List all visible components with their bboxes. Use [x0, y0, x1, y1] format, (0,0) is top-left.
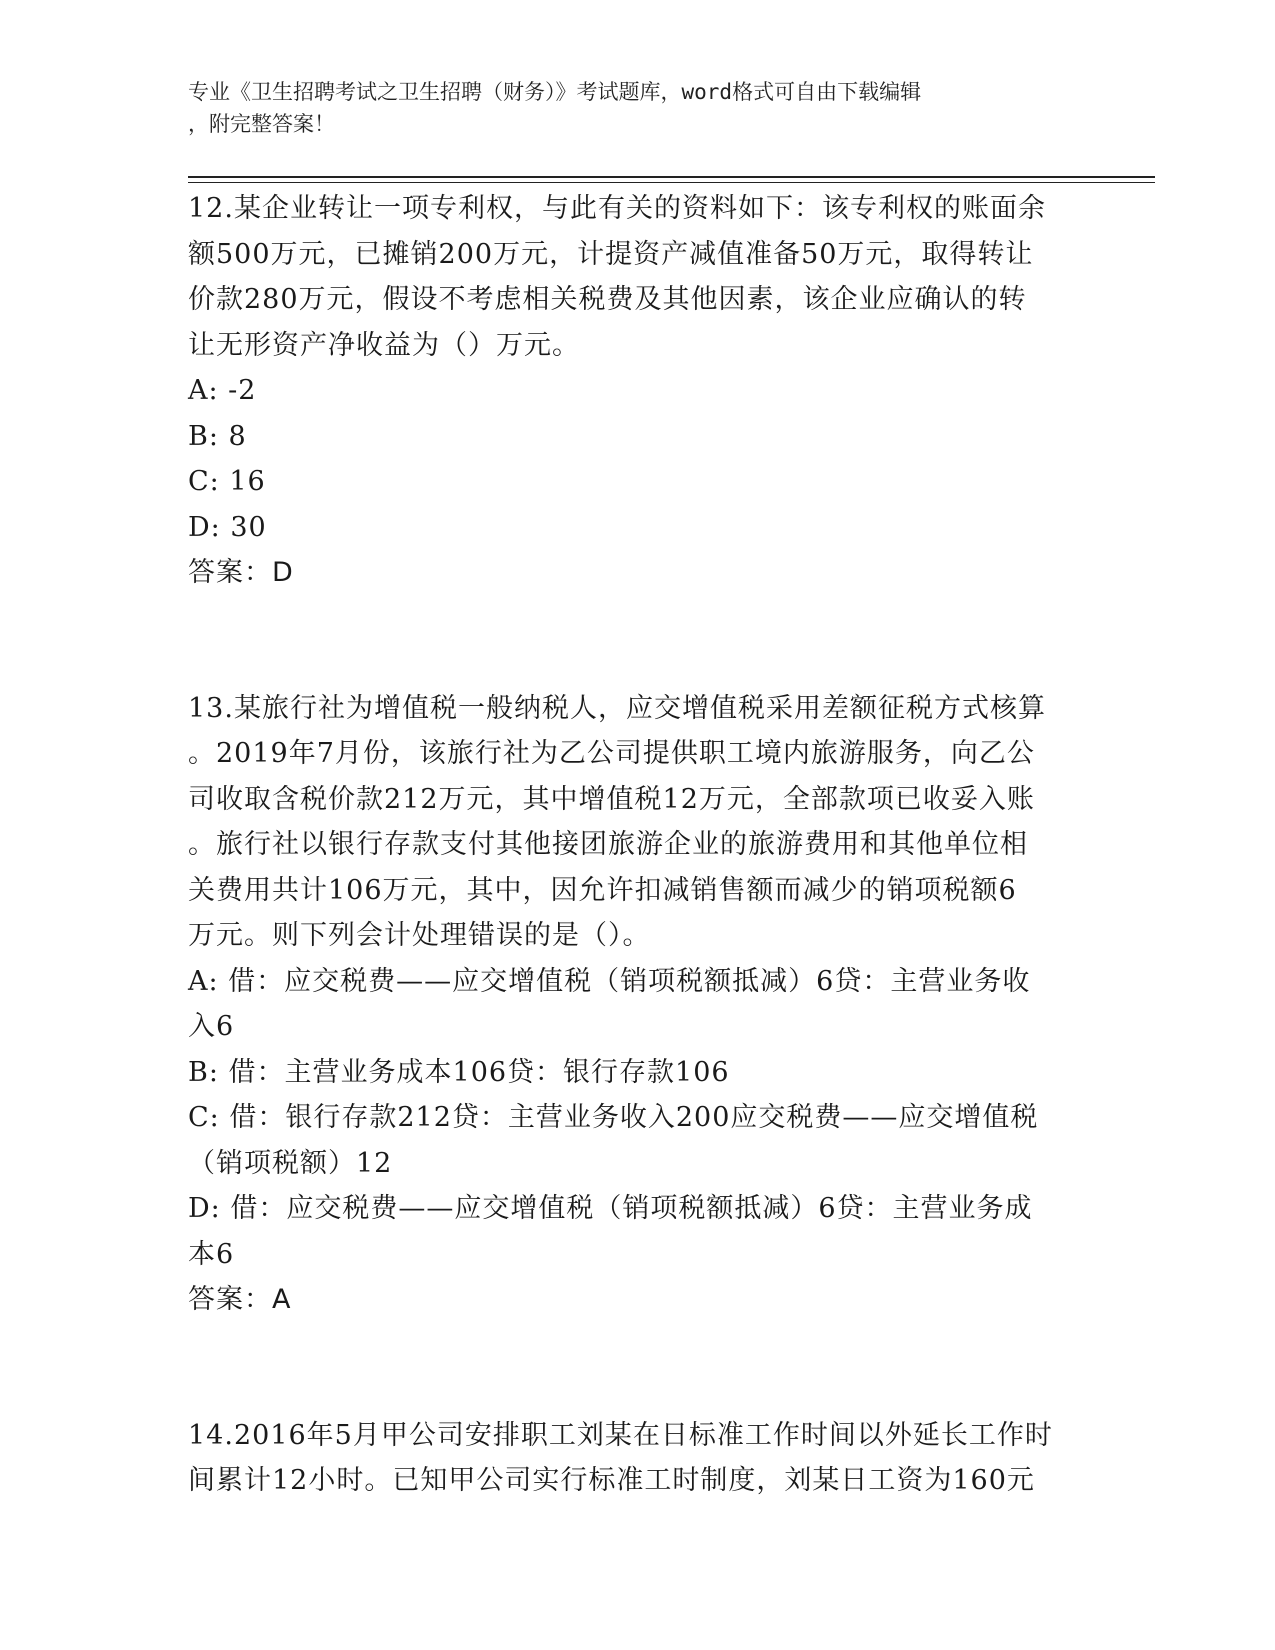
question-text-line: 万元。则下列会计处理错误的是（）。	[188, 920, 651, 951]
option-d: D: 30	[188, 511, 267, 543]
question-text-line: 让无形资产净收益为（）万元。	[188, 329, 580, 361]
question-text-line: 关费用共计106万元，其中，因允许扣减销售额而减少的销项税额6	[188, 874, 1017, 906]
question-text-line: 14.2016年5月甲公司安排职工刘某在日标准工作时间以外延长工作时	[188, 1419, 1053, 1451]
question-text-line: 价款280万元，假设不考虑相关税费及其他因素，该企业应确认的转	[188, 284, 1027, 315]
question-12	[188, 186, 1088, 596]
question-text-line: 12.某企业转让一项专利权，与此有关的资料如下：该专利权的账面余	[188, 193, 1046, 224]
header-rule-thin	[188, 182, 1155, 183]
option-d-cont: 本6	[188, 1238, 235, 1270]
option-d: D: 借：应交税费——应交增值税（销项税额抵减）6贷：主营业务成	[188, 1193, 1033, 1224]
document-header	[188, 76, 1088, 140]
option-c-cont: （销项税额）12	[188, 1147, 393, 1179]
option-c: C: 16	[188, 466, 266, 497]
option-b: B: 8	[188, 420, 247, 452]
option-b: B: 借：主营业务成本106贷：银行存款106	[188, 1056, 730, 1088]
answer-line: 答案：A	[188, 1284, 292, 1315]
question-13	[188, 686, 1088, 1323]
header-line-1: 专业《卫生招聘考试之卫生招聘（财务）》考试题库，word格式可自由下载编辑	[188, 80, 922, 104]
question-14	[188, 1413, 1088, 1504]
option-a-cont: 入6	[188, 1011, 235, 1042]
question-text-line: 额500万元，已摊销200万元，计提资产减值准备50万元，取得转让	[188, 238, 1034, 270]
question-text-line: 13.某旅行社为增值税一般纳税人，应交增值税采用差额征税方式核算	[188, 692, 1046, 724]
header-line-2: ，附完整答案！	[188, 112, 335, 136]
option-c: C: 借：银行存款212贷：主营业务收入200应交税费——应交增值税	[188, 1102, 1039, 1133]
question-text-line: 司收取含税价款212万元，其中增值税12万元，全部款项已收妥入账	[188, 783, 1035, 815]
answer-line: 答案：D	[188, 557, 294, 588]
question-text-line: 间累计12小时。已知甲公司实行标准工时制度，刘某日工资为160元	[188, 1465, 1035, 1496]
option-a: A: 借：应交税费——应交增值税（销项税额抵减）6贷：主营业务收	[188, 965, 1031, 997]
question-text-line: 。旅行社以银行存款支付其他接团旅游企业的旅游费用和其他单位相	[188, 829, 1028, 860]
option-a: A: -2	[188, 375, 257, 406]
question-text-line: 。2019年7月份，该旅行社为乙公司提供职工境内旅游服务，向乙公	[188, 738, 1035, 769]
header-rule-thick	[188, 176, 1155, 178]
question-list	[188, 186, 1088, 1504]
